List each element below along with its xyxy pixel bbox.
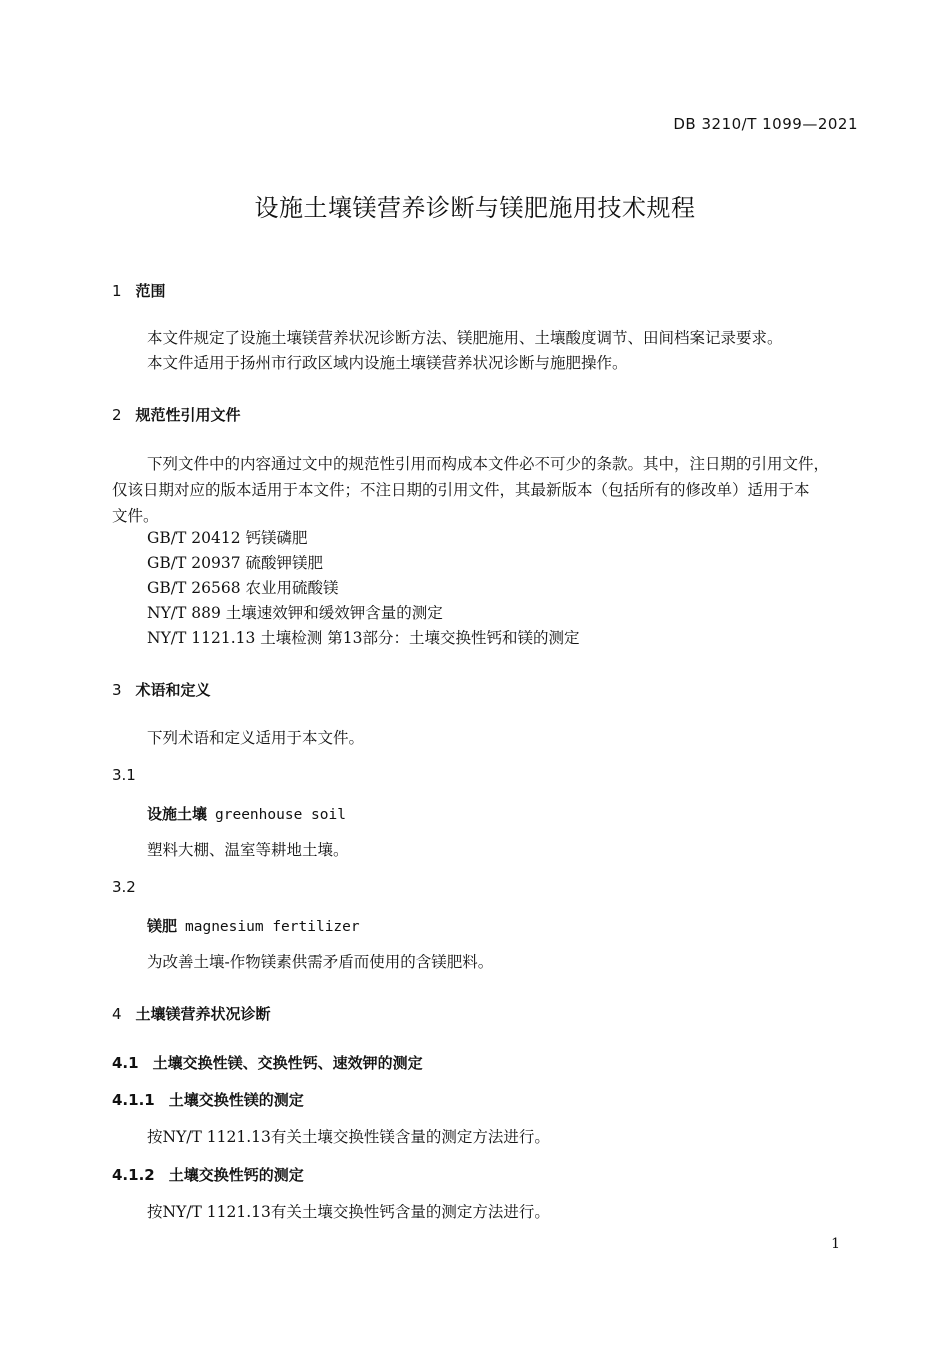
term-zh: 设施土壤 [147, 805, 208, 823]
normative-references-intro [112, 451, 860, 529]
reference-item: NY/T 889 土壤速效钾和缓效钾含量的测定 [147, 604, 443, 622]
term-en: greenhouse soil [215, 807, 346, 823]
section-title: 土壤交换性镁、交换性钙、速效钾的测定 [152, 1054, 423, 1072]
section-number: 3 [112, 681, 122, 699]
section-number: 4 [112, 1005, 122, 1023]
section-number: 2 [112, 406, 122, 424]
term-entry [147, 915, 360, 936]
section-title: 土壤交换性钙的测定 [168, 1166, 304, 1184]
intro-line: 下列文件中的内容通过文中的规范性引用而构成本文件必不可少的条款。其中，注日期的引用文件， [147, 455, 830, 473]
scope-paragraph-2: 本文件适用于扬州市行政区域内设施土壤镁营养状况诊断与施肥操作。 [147, 354, 628, 372]
intro-line: 文件。 [112, 507, 159, 525]
section-title: 土壤镁营养状况诊断 [135, 1005, 271, 1023]
term-number: 3.1 [112, 766, 136, 784]
section-title: 规范性引用文件 [135, 406, 241, 424]
section-number: 4.1 [112, 1054, 139, 1072]
term-definition: 为改善土壤-作物镁素供需矛盾而使用的含镁肥料。 [147, 953, 494, 971]
standard-code: DB 3210/T 1099—2021 [673, 115, 858, 133]
scope-paragraph-1: 本文件规定了设施土壤镁营养状况诊断方法、镁肥施用、土壤酸度调节、田间档案记录要求。 [147, 329, 783, 347]
term-entry [147, 803, 346, 824]
section-4-1-1-heading [112, 1089, 304, 1110]
term-number: 3.2 [112, 878, 136, 896]
reference-item: GB/T 20412 钙镁磷肥 [147, 529, 308, 547]
reference-item: GB/T 20937 硫酸钾镁肥 [147, 554, 323, 572]
section-number: 4.1.2 [112, 1166, 155, 1184]
document-title: 设施土壤镁营养诊断与镁肥施用技术规程 [254, 194, 696, 222]
section-title: 范围 [135, 282, 166, 300]
section-4-heading [112, 1003, 271, 1024]
intro-line: 仅该日期对应的版本适用于本文件；不注日期的引用文件，其最新版本（包括所有的修改单）适用于本 [112, 481, 810, 499]
section-4-1-2-heading [112, 1164, 304, 1185]
section-number: 1 [112, 282, 122, 300]
section-4-1-2-text: 按NY/T 1121.13有关土壤交换性钙含量的测定方法进行。 [147, 1203, 550, 1221]
section-title: 土壤交换性镁的测定 [168, 1091, 304, 1109]
term-en: magnesium fertilizer [185, 919, 360, 935]
section-2-heading [112, 404, 241, 425]
reference-item: GB/T 26568 农业用硫酸镁 [147, 579, 339, 597]
section-title: 术语和定义 [135, 681, 211, 699]
reference-item: NY/T 1121.13 土壤检测 第13部分：土壤交换性钙和镁的测定 [147, 629, 580, 647]
term-zh: 镁肥 [147, 917, 178, 935]
term-definition: 塑料大棚、温室等耕地土壤。 [147, 841, 349, 859]
section-4-1-1-text: 按NY/T 1121.13有关土壤交换性镁含量的测定方法进行。 [147, 1128, 550, 1146]
page-number: 1 [831, 1236, 840, 1252]
section-number: 4.1.1 [112, 1091, 155, 1109]
section-3-heading [112, 679, 211, 700]
section-1-heading [112, 280, 166, 301]
section-4-1-heading [112, 1052, 423, 1073]
terms-intro: 下列术语和定义适用于本文件。 [147, 729, 365, 747]
